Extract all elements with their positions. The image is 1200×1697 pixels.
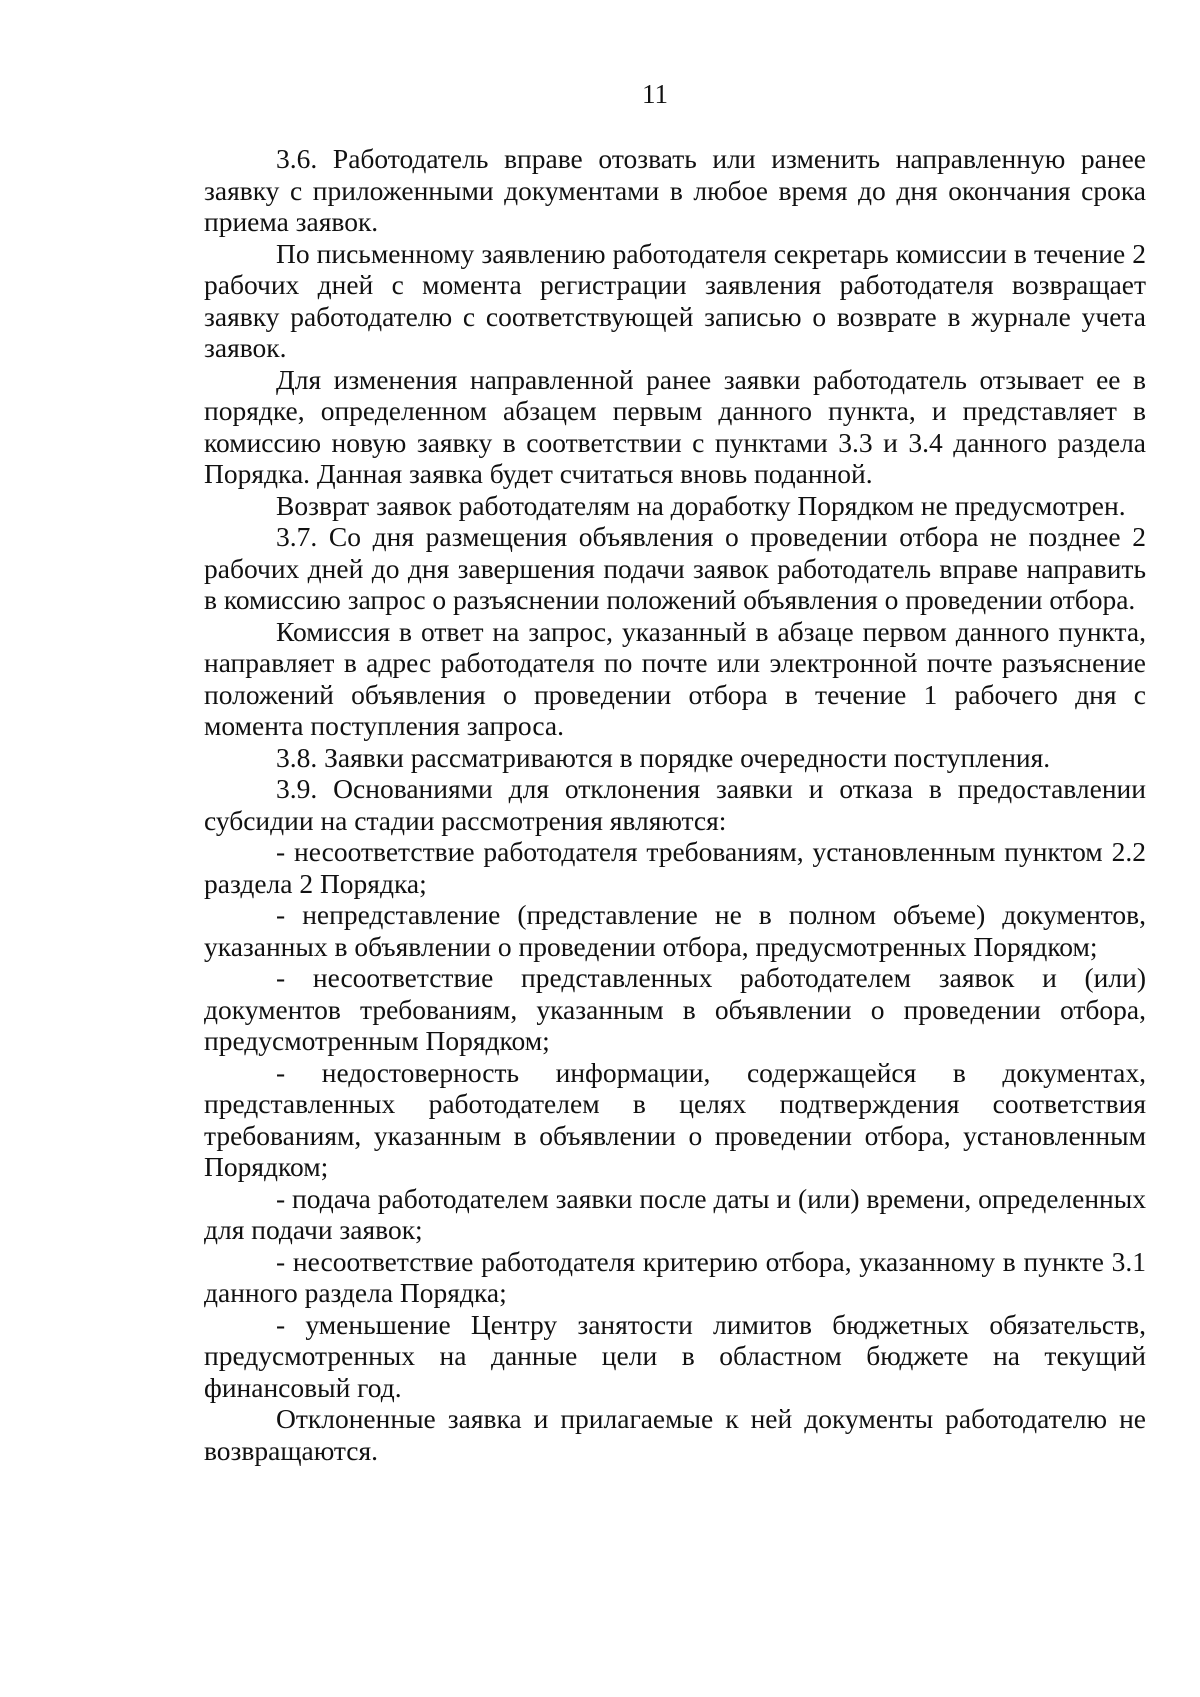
paragraph-3-7: 3.7. Со дня размещения объявления о проведении отбора не позднее 2 рабочих дней до дня завершения подачи заявок работодатель вправе направить в комиссию запрос о разъяснении положений объявления о проведении отбора. — [204, 521, 1146, 615]
list-item: - подача работодателем заявки после даты и (или) времени, определенных для подачи заявок; — [204, 1182, 1146, 1245]
paragraph-modification: Для изменения направленной ранее заявки работодатель отзывает ее в порядке, определенном абзацем первым данного пункта, и представляет в комиссию новую заявку в соответствии с пунктами 3.3 и 3.4 данного раздела Порядка. Данная заявка будет считаться вновь поданной. — [204, 363, 1146, 489]
list-item: - недостоверность информации, содержащейся в документах, представленных работодателем в целях подтверждения соответствия требованиям, указанным в объявлении о проведении отбора, установленным Порядком; — [204, 1056, 1146, 1182]
paragraph-commission-answer: Комиссия в ответ на запрос, указанный в абзаце первом данного пункта, направляет в адрес работодателя по почте или электронной почте разъяснение положений объявления о проведении отбора в течение 1 рабочего дня с момента поступления запроса. — [204, 615, 1146, 741]
paragraph-rejected: Отклоненные заявка и прилагаемые к ней документы работодателю не возвращаются. — [204, 1403, 1146, 1466]
list-item: - несоответствие работодателя требованиям, установленным пунктом 2.2 раздела 2 Порядка; — [204, 836, 1146, 899]
list-item: - несоответствие работодателя критерию отбора, указанному в пункте 3.1 данного раздела Порядка; — [204, 1245, 1146, 1308]
list-item: - уменьшение Центру занятости лимитов бюджетных обязательств, предусмотренных на данные цели в областном бюджете на текущий финансовый год. — [204, 1308, 1146, 1403]
paragraph-3-8: 3.8. Заявки рассматриваются в порядке очередности поступления. — [276, 741, 1051, 773]
page-number: 11 — [642, 79, 668, 109]
paragraph-3-6: 3.6. Работодатель вправе отозвать или изменить направленную ранее заявку с приложенными документами в любое время до дня окончания срока приема заявок. — [204, 143, 1146, 237]
paragraph-3-9: 3.9. Основаниями для отклонения заявки и отказа в предоставлении субсидии на стадии рассмотрения являются: — [204, 773, 1146, 836]
list-item: - несоответствие представленных работодателем заявок и (или) документов требованиям, указанным в объявлении о проведении отбора, предусмотренным Порядком; — [204, 962, 1146, 1056]
paragraph-no-return: Возврат заявок работодателям на доработку Порядком не предусмотрен. — [276, 489, 1126, 521]
document-body — [204, 143, 1146, 1466]
list-item: - непредставление (представление не в полном объеме) документов, указанных в объявлении о проведении отбора, предусмотренных Порядком; — [204, 899, 1146, 962]
paragraph-withdrawal: По письменному заявлению работодателя секретарь комиссии в течение 2 рабочих дней с момента регистрации заявления работодателя возвращает заявку работодателю с соответствующей записью о возврате в журнале учета заявок. — [204, 237, 1146, 363]
